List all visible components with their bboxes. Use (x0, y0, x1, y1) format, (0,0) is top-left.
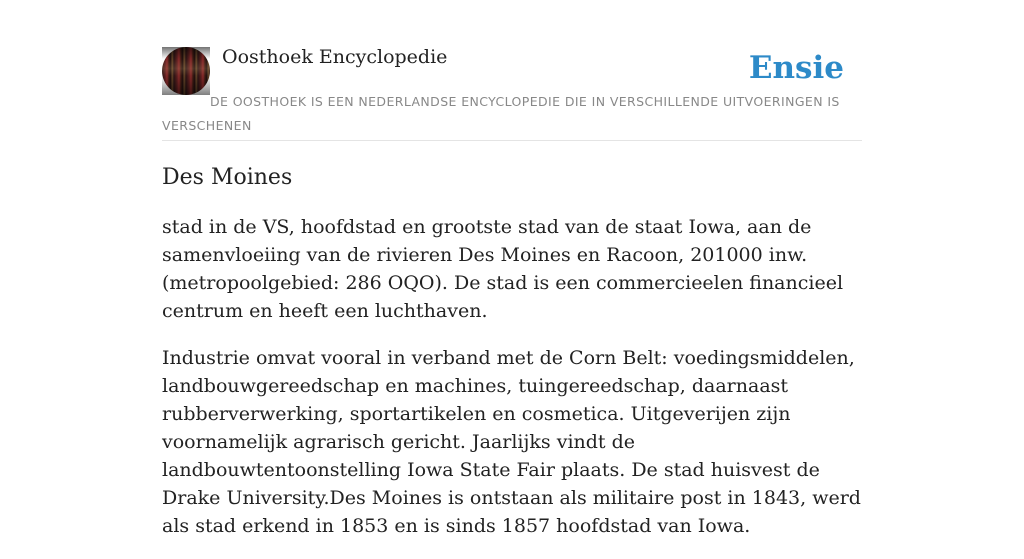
encyclopedia-books-icon[interactable] (162, 47, 210, 95)
site-title[interactable]: Oosthoek Encyclopedie (222, 46, 448, 68)
article-title: Des Moines (162, 165, 293, 190)
article-paragraph-1: stad in de VS, hoofdstad en grootste stad van de staat Iowa, aan de samenvloeiing van de rivieren Des Moines en Racoon, 201000 inw. (metropoolgebied: 286 OQO). De stad is een commercieelen financieel centrum en heeft een luchthaven. (162, 216, 844, 322)
article (162, 160, 862, 559)
brand-logo[interactable]: Ensie (748, 50, 844, 86)
header (162, 44, 862, 141)
tagline: DE OOSTHOEK IS EEN NEDERLANDSE ENCYCLOPEDIE DIE IN VERSCHILLENDE UITVOERINGEN IS VERSCHENEN (162, 94, 840, 133)
article-paragraph-2: Industrie omvat vooral in verband met de Corn Belt: voedingsmiddelen, landbouwgereedschap en machines, tuingereedschap, daarnaast rubberverwerking, sportartikelen en cosmetica. Uitgeverijen zijn voornamelijk agrarisch gericht. Jaarlijks vindt de landbouwtentoonstelling Iowa State Fair plaats. De stad huisvest de Drake University.Des Moines is ontstaan als militaire post in 1843, werd als stad erkend in 1853 en is sinds 1857 hoofdstad van Iowa. (162, 347, 861, 537)
